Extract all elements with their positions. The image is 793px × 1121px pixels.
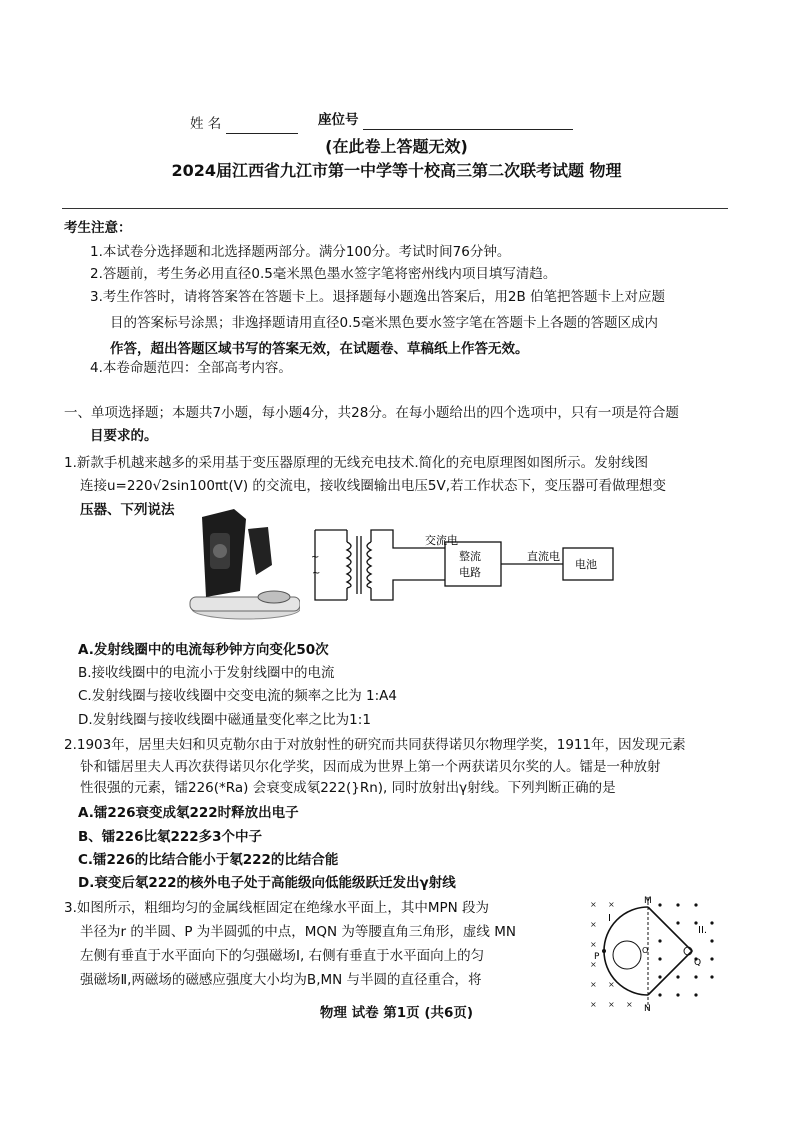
- q3-magnetic-field-figure: [582, 893, 722, 1015]
- svg-text:×: ×: [590, 900, 597, 909]
- name-blank: [226, 119, 298, 134]
- header-divider: [62, 208, 728, 209]
- point-q: [684, 947, 692, 955]
- notice-item: 目的答案标号涂黑；非逸择题请用直径0.5毫米黑色要水签字笔在答题卡上各题的答题区成内: [110, 315, 658, 331]
- q1-option-b: B.接收线圈中的电流小于发射线圈中的电流: [78, 665, 335, 681]
- section-heading-cont: 目要求的。: [90, 428, 158, 444]
- seat-field: [318, 110, 573, 130]
- ac-wave-symbol: ~: [312, 568, 321, 579]
- notice-heading: 考生注意：: [64, 220, 132, 236]
- svg-text:×: ×: [608, 980, 615, 989]
- name-label: 姓 名: [190, 116, 222, 132]
- seat-blank: [363, 115, 573, 130]
- q3-stem: 3.如图所示，粗细均匀的金属线框固定在绝缘水平面上，其中MPN 段为: [64, 900, 490, 916]
- ac-wave-symbol: ~: [311, 552, 320, 563]
- svg-text:×: ×: [590, 960, 597, 969]
- svg-text:×: ×: [590, 1000, 597, 1009]
- label-region-2: II.: [698, 925, 708, 936]
- q2-option-a: A.镭226衰变成氡222时释放出电子: [78, 805, 299, 821]
- q3-stem: 强磁场Ⅱ,两磁场的磁感应强度大小均为B,MN 与半圆的直径重合，将: [80, 972, 482, 988]
- svg-text:×: ×: [590, 980, 597, 989]
- notice-item: 3.考生作答时，请将答案答在答题卡上。退择题每小题逸出答案后，用2B 伯笔把答题卡上对应题: [90, 289, 666, 305]
- q2-option-c: C.镭226的比结合能小于氡222的比结合能: [78, 852, 339, 868]
- svg-text:×: ×: [608, 1000, 615, 1009]
- q1-stem: 连接u=220√2sin100πt(V) 的交流电，接收线圈输出电压5V,若工作状态下，变压器可看做理想变: [80, 478, 667, 494]
- q2-stem: 性很强的元素，镭226(*Ra) 会衰变成氡222(}Rn), 同时放射出γ射线。下列判断正确的是: [80, 780, 616, 796]
- label-n: N: [644, 1004, 651, 1014]
- inner-circle: [613, 941, 641, 969]
- ac-label: 交流电: [425, 534, 458, 547]
- notice-item: 2.答题前，考生务必用直径0.5毫米黑色墨水签字笔将密州线内项目填写清趋。: [90, 266, 557, 282]
- wireless-charger-photo: [176, 505, 300, 625]
- label-o: O: [642, 946, 649, 955]
- q1-stem: 压器、下列说法: [80, 502, 175, 518]
- point-p: [602, 949, 606, 953]
- q1-option-a: A.发射线圈中的电流每秒钟方向变化50次: [78, 642, 329, 658]
- q3-stem: 半径为r 的半圆、P 为半圆弧的中点，MQN 为等腰直角三角形，虚线 MN: [80, 924, 516, 940]
- label-region-1: I: [608, 913, 611, 924]
- page-title: 2024届江西省九江市第一中学等十校高三第二次联考试题 物理: [171, 161, 622, 180]
- label-p: P: [594, 952, 600, 962]
- q1-option-c: C.发射线圈与接收线圈中交变电流的频率之比为 1:A4: [78, 688, 397, 704]
- q2-stem: 2.1903年，居里夫妇和贝克勒尔由于对放射性的研究而共同获得诺贝尔物理学奖，1911年，因发现元素: [64, 737, 686, 753]
- notice-item: 1.本试卷分选择题和北选择题两部分。满分100分。考试时间76分钟。: [90, 244, 511, 260]
- q3-stem: 左侧有垂直于水平面向下的匀强磁场I, 右侧有垂直于水平面向上的匀: [80, 948, 485, 964]
- battery-label: 电池: [575, 558, 597, 571]
- field-out-of-page-markers: [658, 903, 713, 996]
- rectifier-label: 电路: [459, 566, 481, 579]
- notice-item: 4.本卷命题范四：全部高考内容。: [90, 360, 292, 376]
- rectifier-label: 整流: [459, 550, 481, 563]
- svg-text:×: ×: [590, 920, 597, 929]
- svg-text:×: ×: [590, 940, 597, 949]
- section-heading: 一、单项选择题；本题共7小题，每小题4分，共28分。在每小题给出的四个选项中，只有一项是符合题: [64, 405, 679, 421]
- circuit-diagram: [305, 520, 625, 610]
- q2-option-d: D.衰变后氡222的核外电子处于高能级向低能级跃迁发出γ射线: [78, 875, 456, 891]
- label-m: M: [644, 896, 652, 906]
- label-q: Q: [694, 958, 702, 968]
- seat-label: 座位号: [318, 112, 359, 128]
- invalid-note: (在此卷上答题无效): [325, 137, 468, 156]
- notice-item: 作答，超出答题区域书写的答案无效，在试题卷、草稿纸上作答无效。: [110, 341, 529, 357]
- q1-option-d: D.发射线圈与接收线圈中磁通量变化率之比为1:1: [78, 712, 371, 728]
- triangle-mqn: [648, 907, 692, 995]
- q1-stem: 1.新款手机越来越多的采用基于变压器原理的无线充电技术.简化的充电原理图如图所示。发射线图: [64, 455, 649, 471]
- svg-text:×: ×: [626, 1000, 633, 1009]
- q2-stem: 钋和镭居里夫人再次获得诺贝尔化学奖，因而成为世界上第一个两获诺贝尔奖的人。镭是一种放射: [80, 759, 661, 775]
- q2-option-b: B、镭226比氡222多3个中子: [78, 829, 263, 845]
- page-footer: 物理 试卷 第1页 (共6页): [319, 1005, 474, 1021]
- dc-label: 直流电: [527, 550, 560, 563]
- name-field: [190, 114, 298, 134]
- svg-text:×: ×: [608, 900, 615, 909]
